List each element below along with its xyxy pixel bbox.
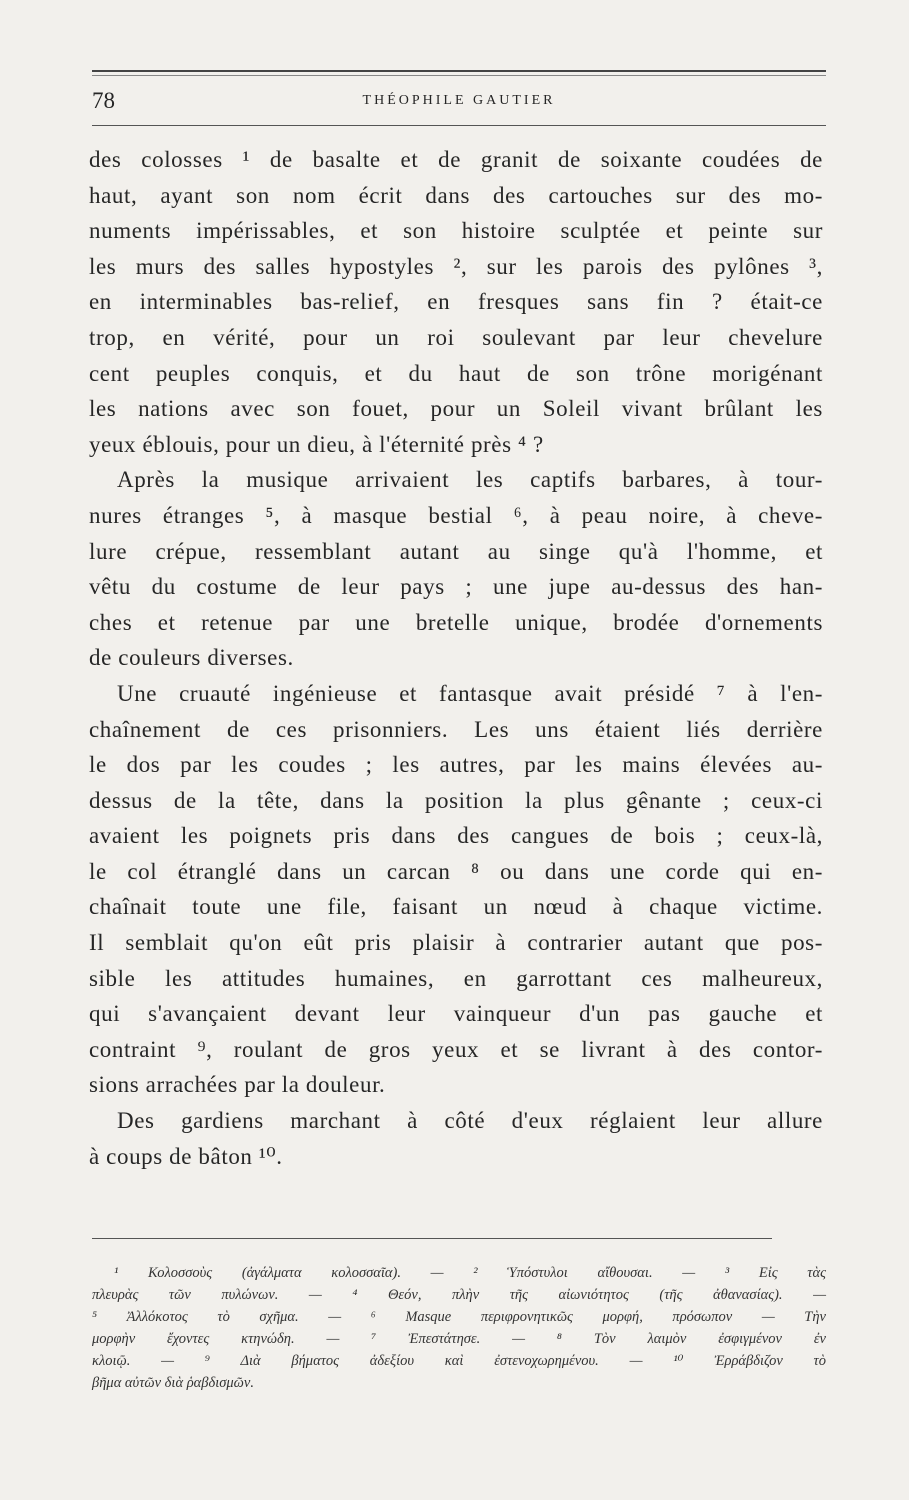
text-line: cent peuples conquis, et du haut de son trône morigénant — [89, 360, 823, 386]
text-line: nures étranges ⁵, à masque bestial ⁶, à peau noire, à cheve- — [89, 502, 823, 528]
text-line: trop, en vérité, pour un roi soulevant par leur chevelure — [89, 324, 823, 350]
text-line: lure crépue, ressemblant autant au singe qu'à l'homme, et — [89, 538, 823, 564]
paragraph-start: Après la musique arrivaient les captifs barbares, à tour- — [117, 467, 823, 493]
text-line: avaient les poignets pris dans des cangues de bois ; ceux-là, — [89, 823, 823, 849]
text-line: le dos par les coudes ; les autres, par les mains élevées au- — [89, 752, 823, 778]
text-line: en interminables bas-relief, en fresques sans fin ? était-ce — [89, 289, 823, 315]
footnote-line: μορφὴν ἔχοντες κτηνώδη. — ⁷ Ἐπεστάτησε. — ⁸ Τὸν λαιμὸν ἐσφιγμένον ἐν — [92, 1331, 826, 1347]
text-line: les murs des salles hypostyles ², sur les parois des pylônes ³, — [89, 253, 823, 279]
top-rule — [92, 70, 826, 72]
text-line: sions arrachées par la douleur. — [89, 1072, 386, 1098]
text-line: le col étranglé dans un carcan ⁸ ou dans une corde qui en- — [89, 858, 823, 884]
text-line: les nations avec son fouet, pour un Soleil vivant brûlant les — [89, 396, 823, 422]
top-rule-thin — [92, 75, 826, 76]
text-line: qui s'avançaient devant leur vainqueur d'un pas gauche et — [89, 1001, 823, 1027]
body-text — [89, 142, 823, 1174]
text-line: numents impérissables, et son histoire sculptée et peinte sur — [89, 218, 823, 244]
text-line: yeux éblouis, pour un dieu, à l'éternité près ⁴ ? — [89, 431, 544, 457]
text-line: contraint ⁹, roulant de gros yeux et se livrant à des contor- — [89, 1036, 823, 1062]
paragraph-start: Une cruauté ingénieuse et fantasque avait présidé ⁷ à l'en- — [117, 680, 823, 706]
text-line: de couleurs diverses. — [89, 645, 294, 671]
text-line: des colosses ¹ de basalte et de granit de soixante coudées de — [89, 147, 823, 172]
running-head: THÉOPHILE GAUTIER — [362, 93, 556, 108]
text-line: dessus de la tête, dans la position la plus gênante ; ceux-ci — [89, 787, 823, 813]
footnote-line: κλοιῷ. — ⁹ Διὰ βήματος ἀδεξίου καὶ ἐστενοχωρημένου. — ¹⁰ Ἐρράβδιζον τὸ — [92, 1353, 826, 1369]
footnote-rule — [92, 1238, 772, 1239]
page-number: 78 — [92, 88, 115, 113]
footnotes — [92, 1262, 826, 1394]
text-line: à coups de bâton ¹⁰. — [89, 1143, 283, 1169]
paragraph-start: Des gardiens marchant à côté d'eux réglaient leur allure — [117, 1108, 823, 1134]
text-line: chaînait toute une file, faisant un nœud à chaque victime. — [89, 894, 823, 920]
text-line: vêtu du costume de leur pays ; une jupe au-dessus des han- — [89, 574, 823, 600]
header-rule — [92, 125, 826, 126]
text-line: chaînement de ces prisonniers. Les uns étaient liés derrière — [89, 716, 823, 742]
footnote-line: βῆμα αὐτῶν διὰ ῥαβδισμῶν. — [92, 1375, 254, 1391]
text-line: ches et retenue par une bretelle unique, brodée d'ornements — [89, 609, 823, 635]
footnote-line: ¹ Κολοσσοὺς (ἀγάλματα κολοσσαῖα). — ² Ὑπόστυλοι αἴθουσαι. — ³ Εἰς τὰς — [114, 1265, 826, 1281]
footnote-line: ⁵ Ἀλλόκοτος τὸ σχῆμα. — ⁶ Masque περιφρονητικῶς μορφή, πρόσωπον — Τὴν — [92, 1309, 826, 1325]
page-header — [92, 88, 826, 118]
footnote-line: πλευρὰς τῶν πυλώνων. — ⁴ Θεόν, πλὴν τῆς αἰωνιότητος (τῆς ἀθανασίας). — — [92, 1287, 826, 1303]
text-line: sible les attitudes humaines, en garrottant ces malheureux, — [89, 965, 823, 991]
text-line: Il semblait qu'on eût pris plaisir à contrarier autant que pos- — [89, 930, 823, 956]
text-line: haut, ayant son nom écrit dans des cartouches sur des mo- — [89, 182, 823, 208]
